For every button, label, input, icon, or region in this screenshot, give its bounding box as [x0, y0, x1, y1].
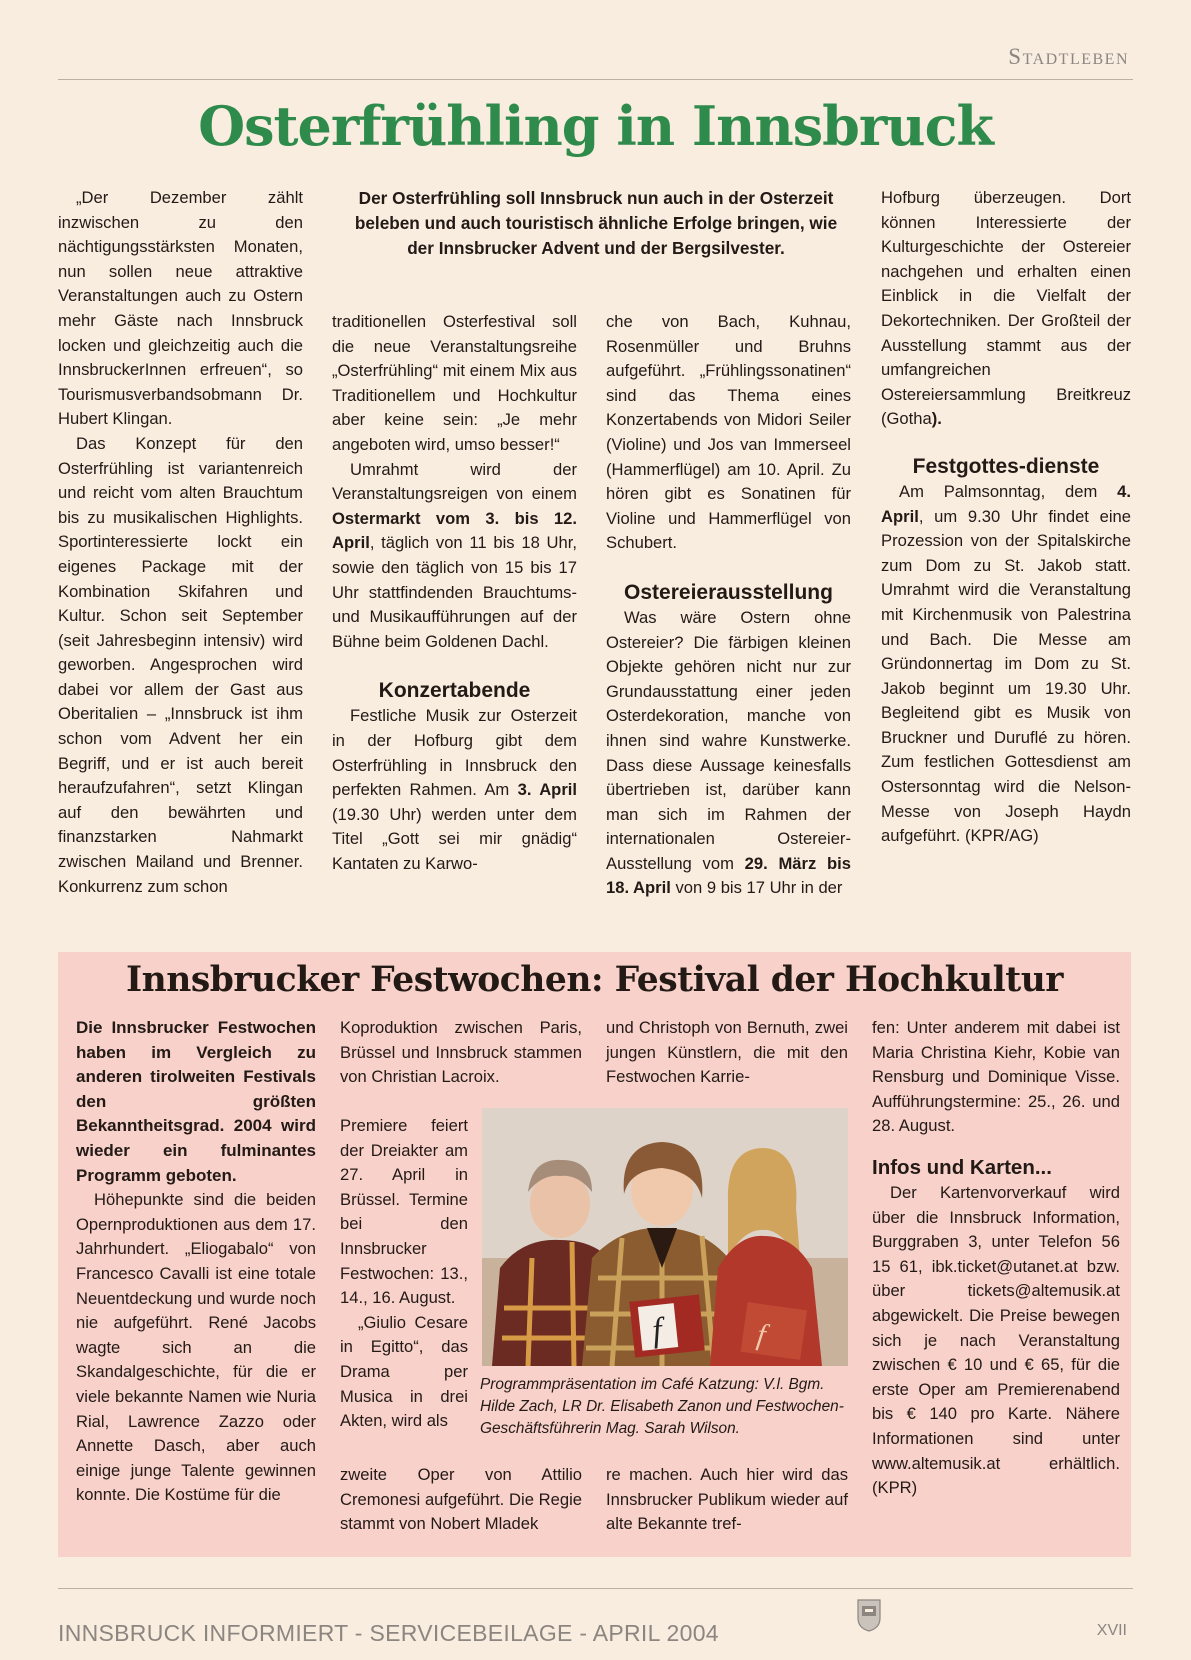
box-paragraph: „Giulio Cesare in Egitto“, das Drama per Musica in drei Akten, wird als [340, 1312, 468, 1431]
box-paragraph: re machen. Auch hier wird das Innsbrucker Publikum wieder auf alte Bekannte tref- [606, 1465, 848, 1534]
text-run: ). [931, 409, 942, 429]
photo-caption: Programmpräsentation im Café Katzung: V.l. Bgm. Hilde Zach, LR Dr. Elisabeth Zanon und Festwochen-Geschäftsführerin Mag. Sarah Wilson. [480, 1376, 844, 1437]
subheading-infos-karten: Infos und Karten... [872, 1155, 1052, 1179]
text-run: Umrahmt wird der Veranstaltungsreigen von einem [332, 459, 577, 504]
text-run: (19.30 Uhr) werden unter dem Titel „Gott sei mir gnädig“ Kantaten zu Karwo- [332, 804, 577, 873]
subheading-ostereierausstellung: Ostereierausstellung [624, 580, 833, 604]
box-paragraph: Premiere feiert der Dreiakter am 27. April in Brüssel. Termine bei den Innsbrucker Festwochen: 13., 14., 16. August. [340, 1116, 468, 1308]
box-paragraph: Der Kartenvorverkauf wird über die Innsbruck Information, Burggraben 3, unter Telefon 56 15 61, ibk.ticket@utanet.at bzw. über tickets@altemusik.at abgewickelt. Die Preise bewegen sich je nach Veranstaltung zwischen € 10 und € 65, für die erste Oper am Premierenabend bis € 140 pro Karte. Nähere Informationen sind unter www.altemusik.at erhältlich. (KPR) [872, 1182, 1120, 1498]
text-run: , um 9.30 Uhr findet eine Prozession von der Spitalskirche zum Dom zu St. Jakob statt. Umrahmt wird die Veranstaltung mit Kirchenmusik von Palestrina und Bach. Die Messe am Gründonnertag im Dom zu St. Jakob beginnt um 19.30 Uhr. Begleitend gibt es Musik von Bruckner und Duruflé zu hören. Zum festlichen Gottesdienst am Ostersonntag wird die Nelson-Messe von Joseph Haydn aufgeführt. (KPR/AG) [881, 506, 1131, 846]
highlight-date: 4. April [881, 481, 1131, 526]
city-crest-icon [856, 1598, 882, 1632]
box-paragraph: zweite Oper von Attilio Cremonesi aufgeführt. Die Regie stammt von Nobert Mladek [340, 1465, 582, 1534]
bottom-rule [58, 1588, 1133, 1589]
article-column-4 [881, 186, 1131, 849]
svg-text:f: f [650, 1311, 664, 1350]
box-column-2-bottom [340, 1463, 582, 1537]
press-photo-illustration [482, 1108, 848, 1366]
subheading-konzertabende: Konzertabende [378, 679, 531, 703]
article-paragraph [332, 704, 577, 876]
article-paragraph: che von Bach, Kuhnau, Rosenmüller und Bruhns aufgeführt. „Frühlingssonatinen“ sind das Thema eines Konzertabends von Midori Seiler (Violine) und Jos van Immerseel (Hammerflügel) am 10. April. Zu hören gibt es Sonatinen für Violine und Hammerflügel von Schubert. [606, 312, 851, 553]
article-paragraph: Das Konzept für den Osterfrühling ist variantenreich und reicht vom alten Brauchtum bis zu musikalischen Highlights. Sportinteressierte lockt ein eigenes Package mit der Kombination Skifahren und Kultur. Schon seit September (seit Jahresbeginn intensiv) wird geworben. Angesprochen wird dabei vor allem der Gast aus Oberitalien – „Innsbruck ist ihm schon vom Advent her ein Begriff, und er ist auch bereit heraufzufahren“, setzt Klingan auf den bewährten und finanzstarken Nahmarkt zwischen Mailand und Brenner. Konkurrenz zum schon [58, 433, 303, 896]
box-column-3-bottom [606, 1463, 848, 1537]
article-column-1 [58, 186, 303, 899]
article-paragraph [881, 186, 1131, 432]
subheading-festgottesdienste: Festgottes-dienste [912, 454, 1100, 478]
article-paragraph [606, 606, 851, 901]
text-run: Was wäre Ostern ohne Ostereier? Die färbigen kleinen Objekte gehören nicht nur zur Grundausstattung einer jeden Osterdekoration, manche von ihnen sind wahre Kunstwerke. Dass diese Aussage keinesfalls übertrieben ist, darüber kann man sich im Rahmen der internationalen Ostereier-Ausstellung vom [606, 607, 851, 873]
box-paragraph: Höhepunkte sind die beiden Opernproduktionen aus dem 17. Jahrhundert. „Eliogabalo“ von Francesco Cavalli ist eine totale Neuentdeckung und wurde noch nie aufgeführt. René Jacobs wagte sich an die Skandalgeschichte, für die er viele bekannte Namen wie Nuria Rial, Lawrence Zazzo oder Annette Dasch, aber auch einige junge Talente gewinnen konnte. Die Kostüme für die [76, 1190, 316, 1505]
page-number: XVII [1096, 1622, 1127, 1639]
footer-publication: INNSBRUCK INFORMIERT - SERVICEBEILAGE - APRIL 2004 [58, 1620, 719, 1646]
highlight-dates: Ostermarkt vom 3. bis 12. April [332, 508, 577, 553]
box-column-4 [872, 1016, 1120, 1501]
box-column-2-top [340, 1016, 582, 1090]
article-paragraph [881, 480, 1131, 849]
press-photo [482, 1108, 848, 1366]
article-paragraph: traditionellen Osterfestival soll die neue Veranstaltungsreihe „Osterfrühling“ mit einem Mix aus Traditionellem und Hochkultur aber keine sein: „Je mehr angeboten wird, umso besser!“ [332, 312, 577, 454]
svg-text:f: f [754, 1317, 768, 1352]
section-label: Stadtleben [1008, 44, 1129, 69]
text-run: , täglich von 11 bis 18 Uhr, sowie den täglich von 15 bis 17 Uhr stattfindenden Brauchtums- und Musikaufführungen auf der Bühne beim Goldenen Dachl. [332, 533, 577, 651]
article-lead: Der Osterfrühling soll Innsbruck nun auch in der Osterzeit beleben und auch touristisch ähnliche Erfolge bringen, wie der Innsbrucker Advent und der Bergsilvester. [354, 188, 838, 258]
box-column-3-top [606, 1016, 848, 1090]
article-paragraph: „Der Dezember zählt inzwischen zu den nächtigungsstärksten Monaten, nun sollen neue attraktive Veranstaltungen auch zu Ostern mehr Gäste nach Innsbruck locken und gleichzeitig auch die InnsbruckerInnen erfreuen“, so Tourismusverbandsobmann Dr. Hubert Klingan. [58, 188, 303, 429]
text-run: Festliche Musik zur Osterzeit in der Hofburg gibt dem Osterfrühling in Innsbruck den perfekten Rahmen. Am [332, 706, 577, 800]
highlight-date: 3. April [517, 780, 577, 800]
text-run: Am Palmsonntag, dem [899, 481, 1118, 501]
box-paragraph: fen: Unter anderem mit dabei ist Maria Christina Kiehr, Kobie van Rensburg und Dominique Visse. Aufführungstermine: 25., 26. und 28. August. [872, 1018, 1120, 1136]
article-column-3 [606, 310, 851, 901]
box-paragraph: Koproduktion zwischen Paris, Brüssel und Innsbruck stammen von Christian Lacroix. [340, 1018, 582, 1087]
festwochen-headline: Innsbrucker Festwochen: Festival der Hochkultur [126, 960, 1063, 1000]
highlight-dates: 29. März bis 18. April [606, 853, 851, 898]
text-run: von 9 bis 17 Uhr in der [670, 878, 843, 898]
text-run: Hofburg überzeugen. Dort können Interessierte der Kulturgeschichte der Ostereier nachgehen und erhalten einen Einblick in die Vielfalt der Dekortechniken. Der Großteil der Ausstellung stammt aus der umfangreichen Ostereiersammlung Breitkreuz (Gotha [881, 188, 1131, 429]
box-paragraph: und Christoph von Bernuth, zwei jungen Künstlern, die mit den Festwochen Karrie- [606, 1018, 848, 1087]
box-lead: Die Innsbrucker Festwochen haben im Vergleich zu anderen tirolweiten Festivals den größten Bekanntheitsgrad. 2004 wird wieder ein fulminantes Programm geboten. [76, 1018, 316, 1185]
box-column-1 [76, 1016, 316, 1508]
article-column-2 [332, 310, 577, 876]
page-headline: Osterfrühling in Innsbruck [198, 94, 993, 158]
top-rule [58, 79, 1133, 80]
article-paragraph [332, 458, 577, 655]
box-column-2-side [340, 1114, 468, 1434]
